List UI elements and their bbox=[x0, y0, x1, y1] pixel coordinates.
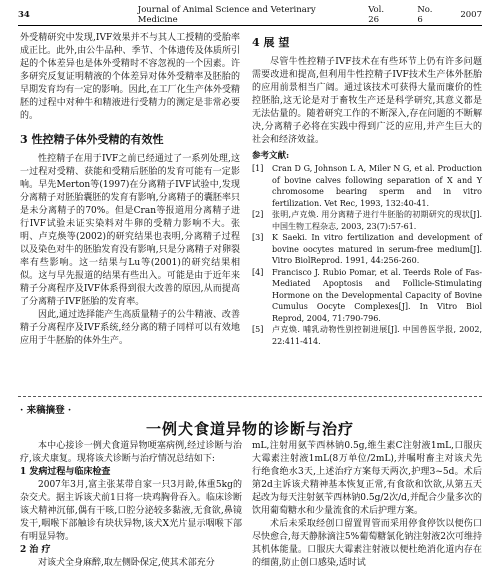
reference-number: [3] bbox=[252, 233, 264, 242]
paragraph: 因此,通过选择能产生高质量精子的公牛精液、改善精子分离程序及IVF系统,经分离的精子同样可以有效地应用于牛胚胎的体外生产。 bbox=[20, 310, 240, 346]
reference-number: [1] bbox=[252, 164, 264, 173]
page-header bbox=[18, 6, 482, 24]
paragraph: 术后未采取经创口留置胃管而采用停食停饮以便伤口尽快愈合,每天静脉滴注5%葡萄糖氯化钠注射液2次可维持其机体能量。口服庆大霉素注射液以便杜绝消化道内存在的细菌,防止创口感染,适时试 bbox=[252, 519, 482, 568]
issue-number: No. 6 bbox=[417, 5, 433, 25]
reference-text: 卢克焕. 哺乳动物性别控制进展[J]. 中国兽医学报, 2002, 22:411-414. bbox=[272, 325, 482, 346]
paragraph: 对该犬全身麻醉,取左侧卧保定,使其术部充分 bbox=[38, 558, 215, 568]
reference-item bbox=[252, 267, 482, 325]
reference-item bbox=[252, 209, 482, 232]
article-left-column bbox=[20, 440, 242, 570]
references-list bbox=[252, 163, 482, 347]
section-heading: 4 展 望 bbox=[252, 36, 290, 49]
header-rule bbox=[18, 25, 482, 26]
references-title: 参考文献: bbox=[252, 151, 290, 161]
paragraph: 本中心接诊一例犬食道异物哽塞病例,经过诊断与治疗,该犬康复。现将该犬诊断与治疗情况总结如下: bbox=[20, 441, 242, 464]
article-right-column bbox=[252, 440, 482, 570]
page-number: 34 bbox=[18, 10, 30, 20]
section-heading: 1 发病过程与临床检查 bbox=[20, 467, 111, 477]
paragraph: 外受精研究中发现,IVF效果并不与其人工授精的受胎率成正比。此外,由公牛品种、季节、个体遗传及体质所引起的个体差异也是体外受精时不容忽视的一个因素。许多研究反复证明精液的个体差异对体外受精率及胚胎的早期发育均有一定的影响。因此,在工厂化生产体外受精胚的过程中对种牛和精液进行受精力的测定是非常必要的。 bbox=[20, 33, 240, 121]
right-column bbox=[252, 32, 482, 347]
journal-title: Journal of Animal Science and Veterinary Medicine bbox=[137, 5, 316, 25]
paragraph: 性控精子在用于IVF之前已经通过了一系列处理,这一过程对受精、获能和受精后胚胎的发育可能有一定影响。早先Merton等(1997)在分离精子IVF试验中,发现分离精子对胚胎囊胚的发育有影响,分离精子的囊胚率只是未分离精子的70%。但是Cran等报道用分离精子进行IVF试验未证实染料对牛卵的受精力影响不大。张明、卢克焕等(2002)的研究结果也表明,分离精子过程以及染色对牛的胚胎发育没有影响,只是分离精子对卵裂率有些影响。这一结果与Lu等(2001)的研究结果相似。这与早先报道的结果有些出入。可能是由于近年来精子分离程序及IVF体系得到很大改善的原因,从而提高了分离精子IVF胚胎的发育率。 bbox=[20, 154, 240, 307]
reference-item bbox=[252, 232, 482, 267]
excerpt-tag: · 来稿摘登 · bbox=[20, 405, 72, 416]
section-heading: 3 性控精子体外受精的有效性 bbox=[20, 133, 164, 146]
year: 2007 bbox=[460, 10, 482, 20]
reference-number: [4] bbox=[252, 267, 264, 277]
section-divider bbox=[18, 396, 482, 397]
section-heading: 2 治 疗 bbox=[20, 545, 51, 555]
left-column bbox=[20, 32, 240, 348]
reference-text: 张明,卢克焕. 用分离精子进行牛胚胎的初期研究的现状[J]. 中国生物工程杂志, 2003, 23(7):57-61. bbox=[272, 210, 482, 231]
reference-item bbox=[252, 163, 482, 209]
volume: Vol. 26 bbox=[368, 5, 385, 25]
paragraph: 尽管牛性控精子IVF技术在有些环节上仍有许多问题需要改进和提高,但利用牛性控精子IVF技术生产体外胚胎的应用前景相当广阔。通过该技术可获得大量而廉价的性控胚胎,这无论是对于畜牧生产还是科学研究,其意义都是无法估量的。随着研究工作的不断深入,存在问题的不断解决,分离精子必将在实践中得到广泛的应用,并产生巨大的社会和经济效益。 bbox=[252, 57, 482, 145]
paragraph: 2007年3月,富主张某带自家一只3月龄,体重5kg的杂交犬。据主诉该犬前1日将一块鸡胸骨吞入。临床诊断该犬精神沉郁,偶有干咳,口腔分泌较多黏液,无食欲,鼻镜发干,咽喉下部触诊有块状异物,该犬X光片显示咽喉下部有明显异物。 bbox=[20, 480, 242, 542]
reference-text: Francisco J. Rubio Pomar, et al. Teerds Role of Fas-Mediated Apoptosis and Follicle-Stimulating Hormone on the Developmental Capacity of Bovine Cumulus Oocyte Complexes[J]. In Vitro Biol Reprod, 2004, 71:790-796. bbox=[272, 267, 482, 323]
reference-number: [2] bbox=[252, 210, 264, 219]
reference-text: Cran D G, Johnson L A, Miler N G, et al. Production of bovine calves following separation of X and Y chromosome bearing sperm and in vitro fertilization. Vet Rec, 1993, 132:40-41. bbox=[272, 164, 482, 208]
paragraph: mL,注射用氨苄西林钠0.5g,维生素C注射液1mL,口服庆大霉素注射液1mL(8万单位/2mL),并嘱咐畜主对该犬先行绝食绝水3天,上述治疗方案每天两次,护理3~5d。术后第2d主诉该犬精神基本恢复正常,有食欲和饮欲,从第五天起改为每天注射氨苄西林钠0.5g/2次/d,并配合少量多次的饮用葡萄糖水和少量流食的术后护理方案。 bbox=[252, 441, 482, 516]
reference-text: K Saeki. In vitro fertilization and development of bovine oocytes matured in serum-free medium[J]. Vitro BiolReprod. 1991, 44:256-260. bbox=[272, 233, 482, 265]
reference-item bbox=[252, 324, 482, 347]
article-title: 一例犬食道异物的诊断与治疗 bbox=[145, 420, 354, 438]
reference-number: [5] bbox=[252, 325, 264, 334]
